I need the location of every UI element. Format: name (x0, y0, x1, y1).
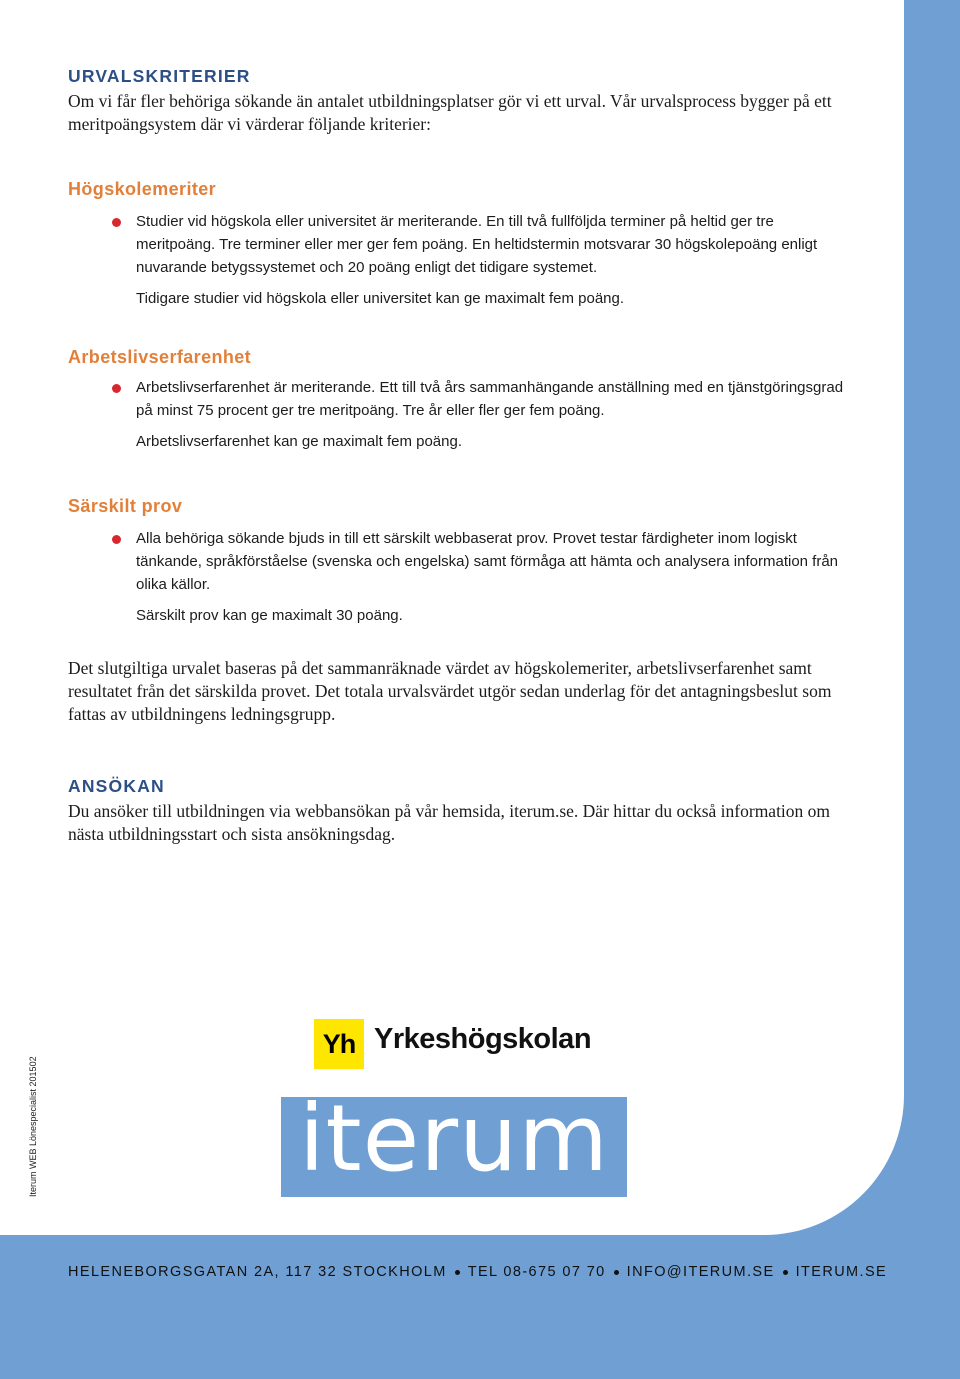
list-item (68, 527, 848, 596)
yh-mark: Yh (314, 1019, 364, 1069)
sarskilt-text: Alla behöriga sökande bjuds in till ett särskilt webbaserat prov. Provet testar färdigheter inom logiskt tänkande, språkförståelse (svenska och engelska) samt förmåga att hämta och analysera information från olika källor. (136, 530, 839, 593)
arbetsliv-note: Arbetslivserfarenhet kan ge maximalt fem poäng. (136, 433, 462, 450)
bullet-dot-icon (112, 384, 121, 393)
footer-address: HELENEBORGSGATAN 2A, 117 32 STOCKHOLM (68, 1264, 447, 1280)
bullet-dot-icon (112, 218, 121, 227)
footer-contact (68, 1264, 887, 1280)
sarskilt-note: Särskilt prov kan ge maximalt 30 poäng. (136, 607, 403, 624)
urval-heading: URVALSKRITERIER (68, 66, 251, 86)
footer-web[interactable]: ITERUM.SE (795, 1264, 888, 1280)
sarskilt-heading: Särskilt prov (68, 496, 183, 516)
side-document-id: Iterum WEB Lönespecialist 201502 (28, 1056, 38, 1197)
sarskilt-list (68, 527, 848, 596)
list-item (68, 376, 848, 422)
footer-email[interactable]: INFO@ITERUM.SE (626, 1264, 775, 1280)
arbetsliv-text: Arbetslivserfarenhet är meriterande. Ett till två års sammanhängande anställning med en tjänstgöringsgrad på minst 75 procent ger tre meritpoäng. Tre år eller fler ger fem poäng. (136, 379, 844, 419)
separator-dot-icon (614, 1270, 619, 1275)
separator-dot-icon (783, 1270, 788, 1275)
hogskolemeriter-text: Studier vid högskola eller universitet är meriterande. En till två fullföljda terminer på heltid ger tre meritpoäng. Tre terminer eller mer ger fem poäng. En heltidstermin motsvarar 30 högskolepoäng enligt nuvarande betygssystemet och 20 poäng enligt det tidigare systemet. (136, 213, 818, 276)
footer-phone: TEL 08-675 07 70 (467, 1264, 606, 1280)
arbetsliv-heading: Arbetslivserfarenhet (68, 347, 252, 367)
iterum-wordmark: iterum (299, 1085, 609, 1192)
yh-name: Yrkeshögskolan (374, 1023, 592, 1055)
summary-paragraph: Det slutgiltiga urvalet baseras på det sammanräknade värdet av högskolemeriter, arbetslivserfarenhet samt resultatet från det särskilda provet. Det totala urvalsvärdet utgör sedan underlag för det antagningsbeslut som fattas av utbildningens ledningsgrupp. (68, 658, 832, 724)
urval-intro: Om vi får fler behöriga sökande än antalet utbildningsplatser gör vi ett urval. Vår urvalsprocess bygger på ett meritpoängsystem där vi värderar följande kriterier: (68, 91, 832, 134)
hogskolemeriter-heading: Högskolemeriter (68, 179, 217, 199)
iterum-logo (281, 1085, 627, 1197)
ansokan-heading: ANSÖKAN (68, 776, 165, 796)
bullet-dot-icon (112, 535, 121, 544)
ansokan-text: Du ansöker till utbildningen via webbansökan på vår hemsida, iterum.se. Där hittar du också information om nästa utbildningsstart och sista ansökningsdag. (68, 801, 831, 844)
hogskolemeriter-list (68, 210, 848, 279)
main-content (68, 66, 848, 846)
list-item (68, 210, 848, 279)
separator-dot-icon (455, 1270, 460, 1275)
arbetsliv-list (68, 376, 848, 422)
hogskolemeriter-note: Tidigare studier vid högskola eller universitet kan ge maximalt fem poäng. (136, 290, 625, 307)
